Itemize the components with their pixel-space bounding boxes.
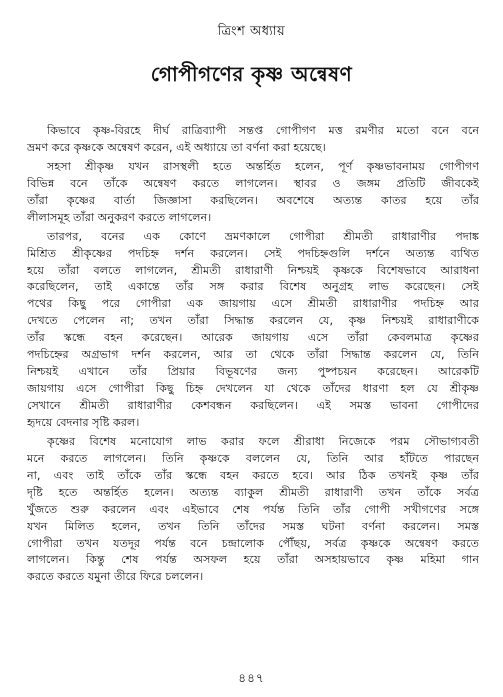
text-line: সহসা শ্রীকৃষ্ণ যখন রাসস্থলী হতে অন্তর্হিত হলেন, পূর্ণ কৃষ্ণভাবনাময় গোপীগণ xyxy=(47,159,479,173)
text-line: লীলাসমূহ তাঁরা অনুকরণ করতে লাগলেন। xyxy=(27,210,212,224)
paragraph xyxy=(27,434,479,586)
text-line: না, এবং তাই তাঁকে তাঁর স্কন্ধে বহন করতে হবে। আর ঠিক তখনই কৃষ্ণ তাঁর xyxy=(27,468,479,482)
chapter-summary-body xyxy=(27,123,479,588)
page-number: ৪৪৭ xyxy=(238,671,265,685)
text-line: দেখতে পেলেন না; তখন তাঁরা সিদ্ধান্ত করলেন যে, কৃষ্ণ নিশ্চয়ই রাধারাণীকে xyxy=(27,314,479,328)
chapter-heading: ত্রিংশ অধ্যায় xyxy=(217,24,286,39)
text-line: নিশ্চয়ই এখানে তাঁর প্রিয়ার বিভূষণের জন্য পুষ্পচয়ন করেছেন। আরেকটি xyxy=(27,365,479,379)
text-line: হয়ে তাঁরা বলতে লাগলেন, শ্রীমতী রাধারাণী নিশ্চয়ই কৃষ্ণকে বিশেষভাবে আরাধনা xyxy=(27,263,479,277)
text-line: কিভাবে কৃষ্ণ-বিরহে দীর্ঘ রাত্রিব্যাপী সন্তপ্ত গোপীগণ মত্ত রমণীর মতো বনে বনে xyxy=(47,124,479,137)
text-line: দৃষ্টি হতে অন্তর্হিত হলেন। অত্যন্ত ব্যাকুল শ্রীমতী রাধারাণী তখন তাঁকে সর্বত্র xyxy=(27,485,479,499)
text-line: গোপীরা তখন যতদূর পর্যন্ত বনে চন্দ্রালোক পৌঁছয়, সর্বত্র কৃষ্ণকে অন্বেষণ করতে xyxy=(27,536,479,550)
text-line: বিভিন্ন বনে তাঁকে অন্বেষণ করতে লাগলেন। স্থাবর ও জঙ্গম প্রতিটি জীবকেই xyxy=(27,176,479,190)
text-line: পদচিহ্নের অগ্রভাগ দর্শন করলেন, আর তা থেকে তাঁরা সিদ্ধান্ত করলেন যে, তিনি xyxy=(27,348,479,362)
text-line: খুঁজতে শুরু করলেন এবং এইভাবে শেষ পর্যন্ত তিনি তাঁর গোপী সখীগণের সঙ্গে xyxy=(27,502,479,516)
paragraph xyxy=(27,159,479,227)
paragraph xyxy=(27,229,479,432)
text-line: হৃদয়ে বেদনার সৃষ্টি করল। xyxy=(27,415,140,429)
text-line: লাগলেন। কিন্তু শেষ পর্যন্ত অসফল হয়ে তাঁরা অসহায়ভাবে কৃষ্ণ মহিমা গান xyxy=(27,553,479,567)
chapter-title: গোপীগণের কৃষ্ণ অন্বেষণ xyxy=(150,62,353,86)
text-line: পথের কিছু পরে গোপীরা এক জায়গায় এসে শ্রীমতী রাধারাণীর পদচিহ্ন আর xyxy=(27,297,479,311)
text-line: করেছিলেন, তাই একান্তে তাঁর সঙ্গ করার বিশেষ অনুগ্রহ লাভ করেছেন। সেই xyxy=(27,280,479,294)
paragraph xyxy=(27,123,479,157)
text-line: জায়গায় এসে গোপীরা কিছু চিহ্ন দেখলেন যা থেকে তাঁদের ধারণা হল যে শ্রীকৃষ্ণ xyxy=(27,382,479,396)
text-line: যখন মিলিত হলেন, তখন তিনি তাঁদের সমস্ত ঘটনা বর্ণনা করলেন। সমস্ত xyxy=(27,519,479,533)
text-line: তাঁর স্কন্ধে বহন করেছেন। আরেক জায়গায় এসে তাঁরা কেবলমাত্র কৃষ্ণের xyxy=(27,331,479,345)
text-line: কৃষ্ণের বিশেষ মনোযোগ লাভ করার ফলে শ্রীরাধা নিজেকে পরম সৌভাগ্যবতী xyxy=(47,434,479,448)
text-line: তারপর, বনের এক কোণে ভ্রমণকালে গোপীরা শ্রীমতী রাধারাণীর পদাঙ্ক xyxy=(47,229,479,243)
text-line: মনে করতে লাগলেন। তিনি কৃষ্ণকে বললেন যে, তিনি আর হাঁটতে পারছেন xyxy=(27,451,479,465)
text-line: করতে করতে যমুনা তীরে ফিরে চললেন। xyxy=(27,570,204,584)
text-line: সেখানে শ্রীমতী রাধারাণীর কেশবন্ধন করছিলেন। এই সমস্ত ভাবনা গোপীদের xyxy=(27,399,479,412)
text-line: মিশ্রিত শ্রীকৃষ্ণের পদচিহ্ন দর্শন করলেন। সেই পদচিহ্নগুলি দর্শনে অত্যন্ত ব্যথিত xyxy=(27,246,479,260)
text-line: ভ্রমণ করে কৃষ্ণকে অন্বেষণ করেন, এই অধ্যায়ে তা বর্ণনা করা হয়েছে। xyxy=(27,140,326,154)
text-line: তাঁরা কৃষ্ণের বার্তা জিজ্ঞাসা করছিলেন। অবশেষে অত্যন্ত কাতর হয়ে তাঁর xyxy=(27,193,479,207)
